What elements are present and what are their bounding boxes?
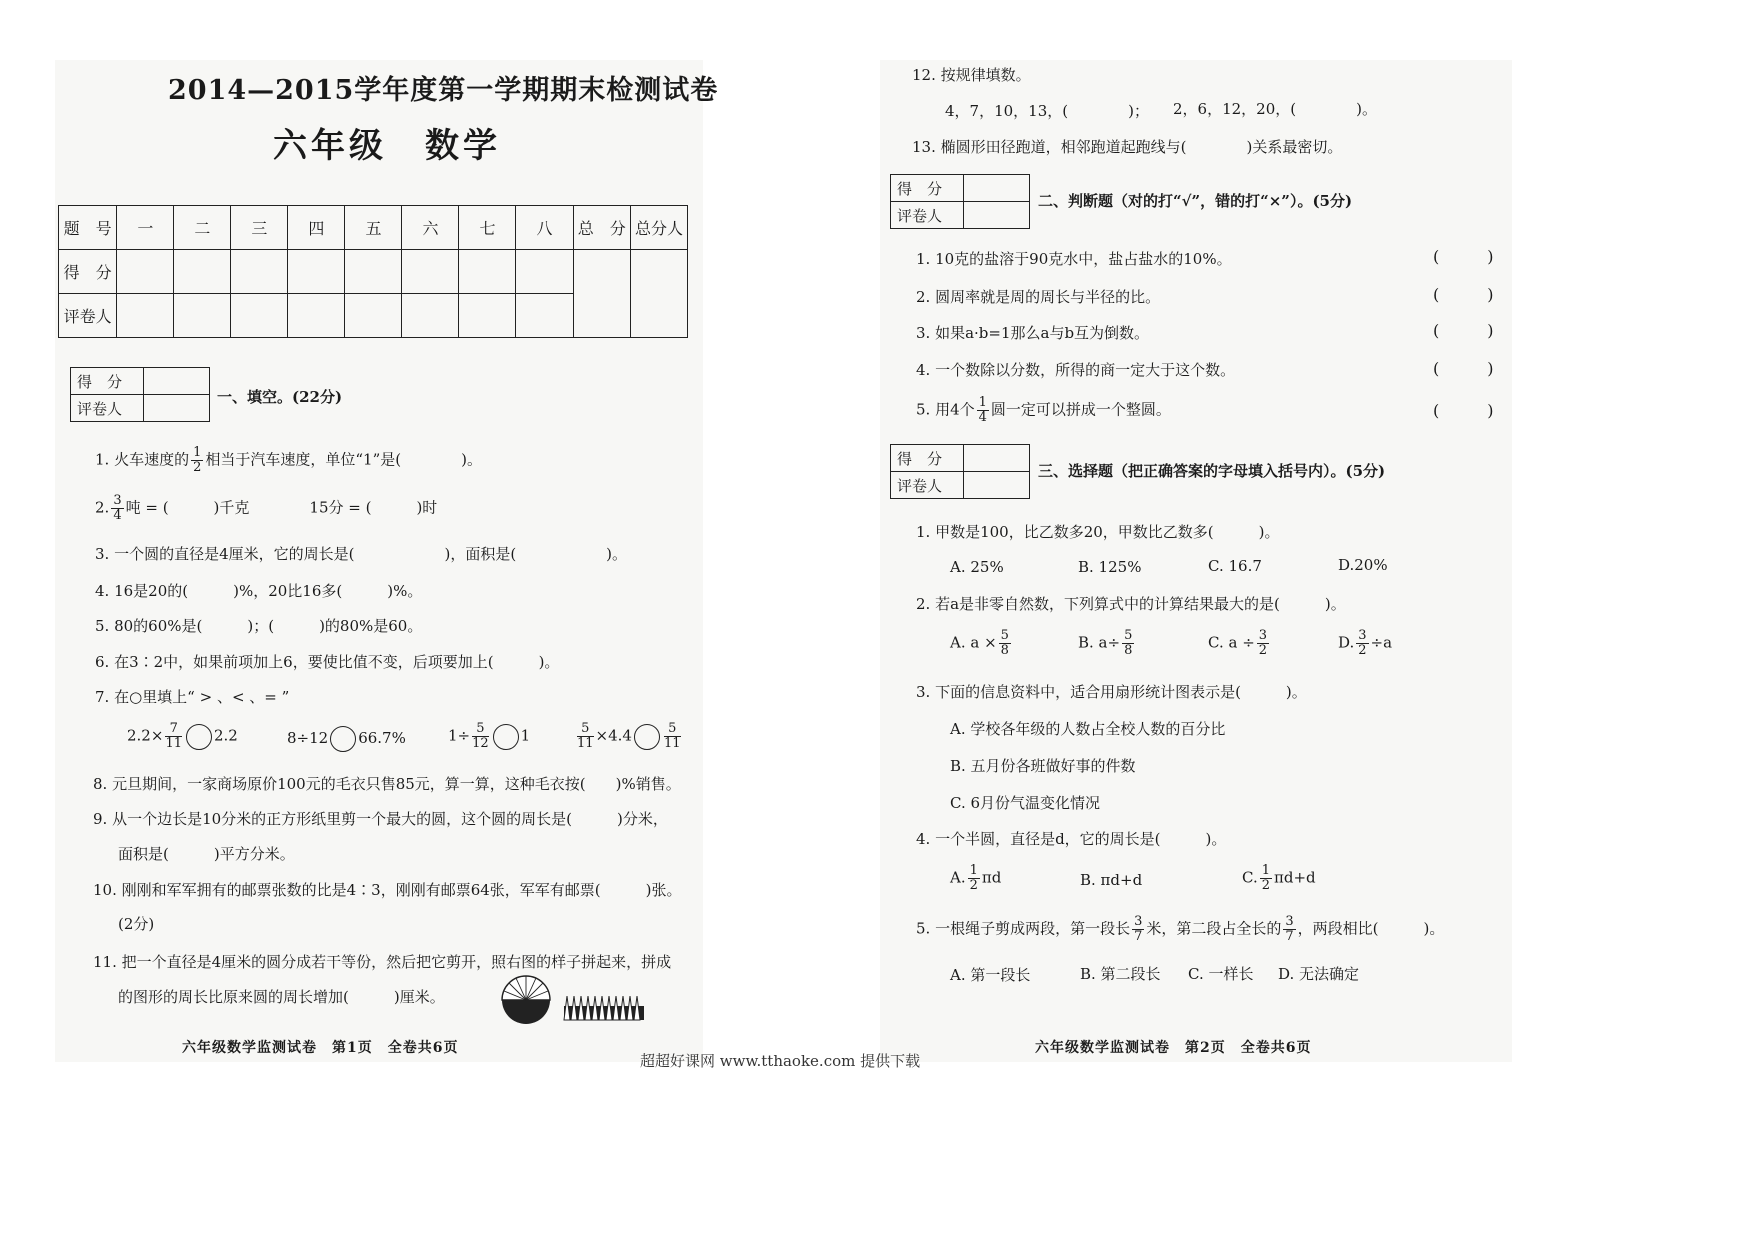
question-9-cont: 面积是( )平方分米。: [118, 845, 295, 863]
mini-grader-cell[interactable]: [144, 395, 210, 422]
judge-item-5: 5. 用4个 $\frac{1}{4}$ 圆一定可以拼成一个整圆。: [916, 395, 1171, 425]
compare-expr-1: 2.2× $\frac{7}{11}$ 2.2: [127, 721, 238, 751]
page-footer: 六年级数学监测试卷 第1页 全卷共6页: [182, 1040, 459, 1056]
judge-item-4: 4. 一个数除以分数，所得的商一定大于这个数。: [916, 361, 1236, 379]
mini-score-cell[interactable]: [964, 175, 1030, 202]
score-total-grader-cell[interactable]: [630, 250, 687, 338]
page-footer: 六年级数学监测试卷 第2页 全卷共6页: [1035, 1040, 1312, 1056]
fraction: $\frac{3}{7}$: [1134, 914, 1143, 944]
compare-expr-2: 8÷12 66.7%: [287, 726, 406, 752]
choice-4-option-c[interactable]: C. $\frac{1}{2}$ πd+d: [1242, 863, 1316, 893]
choice-question-2: 2. 若a是非零自然数，下列算式中的计算结果最大的是( )。: [916, 595, 1346, 613]
question-6: 6. 在3∶2中，如果前项加上6，要使比值不变，后项要加上( )。: [95, 653, 560, 671]
mini-grader-cell[interactable]: [964, 472, 1030, 499]
compare-expr-3: 1÷ $\frac{5}{12}$ 1: [448, 721, 531, 751]
judge-item-2: 2. 圆周率就是周的周长与半径的比。: [916, 288, 1161, 306]
fraction: $\frac{1}{4}$: [978, 395, 987, 425]
fraction: $\frac{1}{2}$: [969, 863, 978, 893]
judge-answer-5[interactable]: ( ): [1433, 401, 1494, 420]
score-table-header: 题 号: [59, 206, 117, 250]
exam-page-2: [880, 60, 1512, 1062]
score-col-3: 三: [231, 206, 288, 250]
choice-2-option-d[interactable]: D. $\frac{3}{2}$ ÷a: [1338, 628, 1393, 658]
choice-3-option-a[interactable]: A. 学校各年级的人数占全校人数的百分比: [950, 720, 1226, 738]
section-2-heading: 二、判断题（对的打“√”，错的打“×”）。(5分): [1038, 192, 1353, 210]
mini-score-label: 得 分: [71, 368, 144, 395]
choice-5-option-b[interactable]: B. 第二段长: [1080, 965, 1161, 983]
choice-5-option-a[interactable]: A. 第一段长: [950, 966, 1031, 984]
choice-2-option-c[interactable]: C. a ÷ $\frac{3}{2}$: [1208, 628, 1268, 658]
question-12: 12. 按规律填数。: [912, 66, 1031, 84]
score-cell[interactable]: [288, 250, 345, 294]
fraction: $\frac{5}{11}$: [577, 721, 594, 751]
judge-answer-2[interactable]: ( ): [1433, 285, 1494, 304]
choice-3-option-b[interactable]: B. 五月份各班做好事的件数: [950, 757, 1136, 775]
question-11-cont: 的图形的周长比原来圆的周长增加( )厘米。: [118, 988, 445, 1006]
mini-grader-label: 评卷人: [891, 202, 964, 229]
grader-cell[interactable]: [174, 294, 231, 338]
fraction: $\frac{5}{11}$: [663, 721, 681, 751]
compare-circle[interactable]: [330, 726, 356, 752]
question-12-seq-a: 4，7，10，13，( )；: [945, 102, 1149, 120]
question-1: 1. 火车速度的 $\frac{1}{2}$ 相当于汽车速度，单位“1”是( )。: [95, 445, 482, 475]
compare-circle[interactable]: [493, 724, 519, 750]
score-col-7: 七: [459, 206, 516, 250]
choice-4-option-b[interactable]: B. πd+d: [1080, 871, 1143, 889]
site-watermark: 超超好课网 www.tthaoke.com 提供下载: [640, 1052, 921, 1070]
question-4: 4. 16是20的( )%，20比16多( )%。: [95, 582, 423, 600]
question-11: 11. 把一个直径是4厘米的圆分成若干等份，然后把它剪开，照右图的样子拼起来，拼成: [93, 953, 672, 971]
fraction: $\frac{3}{7}$: [1285, 914, 1294, 944]
grader-cell[interactable]: [117, 294, 174, 338]
score-cell[interactable]: [174, 250, 231, 294]
question-10: 10. 刚刚和军军拥有的邮票张数的比是4∶3，刚刚有邮票64张，军军有邮票( )张。: [93, 881, 682, 899]
score-col-8: 八: [516, 206, 573, 250]
mini-grader-label: 评卷人: [891, 472, 964, 499]
exam-subtitle: 六年级 数学: [273, 126, 501, 166]
exam-title: 2014—2015学年度第一学期期末检测试卷: [168, 75, 719, 106]
section2-score-box: [890, 174, 1030, 229]
judge-answer-1[interactable]: ( ): [1433, 247, 1494, 266]
rearranged-strip-figure: [563, 990, 645, 1022]
mini-score-cell[interactable]: [144, 368, 210, 395]
choice-question-1: 1. 甲数是100，比乙数多20，甲数比乙数多( )。: [916, 523, 1280, 541]
score-col-5: 五: [345, 206, 402, 250]
choice-3-option-c[interactable]: C. 6月份气温变化情况: [950, 794, 1101, 812]
score-col-6: 六: [402, 206, 459, 250]
fraction: $\frac{1}{2}$: [1261, 863, 1270, 893]
score-col-2: 二: [174, 206, 231, 250]
compare-circle[interactable]: [186, 724, 212, 750]
grader-cell[interactable]: [288, 294, 345, 338]
question-8: 8. 元旦期间，一家商场原价100元的毛衣只售85元，算一算，这种毛衣按( )%销售。: [93, 775, 681, 793]
compare-circle[interactable]: [634, 724, 660, 750]
score-total-cell[interactable]: [573, 250, 630, 338]
mini-grader-cell[interactable]: [964, 202, 1030, 229]
grader-cell[interactable]: [345, 294, 402, 338]
fraction: $\frac{5}{8}$: [1000, 628, 1009, 658]
mini-score-label: 得 分: [891, 175, 964, 202]
score-cell[interactable]: [402, 250, 459, 294]
score-col-1: 一: [117, 206, 174, 250]
question-3: 3. 一个圆的直径是4厘米，它的周长是( )，面积是( )。: [95, 545, 628, 563]
choice-2-option-a[interactable]: A. a × $\frac{5}{8}$: [950, 628, 1009, 658]
fraction: $\frac{3}{2}$: [1358, 628, 1367, 658]
choice-question-4: 4. 一个半圆，直径是d，它的周长是( )。: [916, 830, 1227, 848]
fraction: $\frac{1}{2}$: [193, 445, 202, 475]
section-1-heading: 一、填空。(22分): [217, 388, 343, 406]
mini-score-cell[interactable]: [964, 445, 1030, 472]
grader-cell[interactable]: [459, 294, 516, 338]
question-12-seq-b: 2，6，12，20，( )。: [1173, 100, 1377, 118]
grader-cell[interactable]: [516, 294, 573, 338]
grader-cell[interactable]: [231, 294, 288, 338]
score-cell[interactable]: [117, 250, 174, 294]
question-10-points: (2分): [118, 915, 155, 933]
fraction: $\frac{3}{2}$: [1258, 628, 1268, 658]
question-5: 5. 80的60%是( )；( )的80%是60。: [95, 617, 423, 635]
mini-grader-label: 评卷人: [71, 395, 144, 422]
section1-score-box: [70, 367, 210, 422]
compare-expr-4: $\frac{5}{11}$ ×4.4 $\frac{5}{11}$: [577, 721, 681, 751]
judge-item-1: 1. 10克的盐溶于90克水中，盐占盐水的10%。: [916, 250, 1232, 268]
score-col-total: 总 分: [573, 206, 630, 250]
score-cell[interactable]: [459, 250, 516, 294]
section3-score-box: [890, 444, 1030, 499]
score-row-label: 得 分: [59, 250, 117, 294]
score-cell[interactable]: [516, 250, 573, 294]
score-cell[interactable]: [231, 250, 288, 294]
choice-5-option-d[interactable]: D. 无法确定: [1278, 965, 1360, 983]
mini-score-label: 得 分: [891, 445, 964, 472]
fraction: $\frac{7}{11}$: [165, 721, 182, 751]
choice-4-option-a[interactable]: A. $\frac{1}{2}$ πd: [950, 863, 1002, 893]
score-col-total-grader: 总分人: [630, 206, 687, 250]
judge-item-3: 3. 如果a·b=1那么a与b互为倒数。: [916, 324, 1150, 342]
choice-5-option-c[interactable]: C. 一样长: [1188, 965, 1254, 983]
judge-answer-3[interactable]: ( ): [1433, 321, 1494, 340]
question-2: 2. $\frac{3}{4}$ 吨 = ( )千克 15分 = ( )时: [95, 493, 438, 523]
question-13: 13. 椭圆形田径跑道，相邻跑道起跑线与( )关系最密切。: [912, 138, 1343, 156]
choice-1-option-c[interactable]: C. 16.7: [1208, 557, 1262, 575]
grader-row-label: 评卷人: [59, 294, 117, 338]
circle-sectors-figure: [499, 974, 553, 1024]
question-9: 9. 从一个边长是10分米的正方形纸里剪一个最大的圆，这个圆的周长是( )分米，: [93, 810, 668, 828]
score-cell[interactable]: [345, 250, 402, 294]
grader-cell[interactable]: [402, 294, 459, 338]
section-3-heading: 三、选择题（把正确答案的字母填入括号内）。(5分): [1038, 462, 1386, 480]
choice-1-option-b[interactable]: B. 125%: [1078, 558, 1142, 576]
fraction: $\frac{3}{4}$: [113, 493, 122, 523]
choice-1-option-d[interactable]: D.20%: [1338, 556, 1388, 574]
question-7: 7. 在○里填上“ > 、< 、= ”: [95, 688, 290, 706]
choice-1-option-a[interactable]: A. 25%: [950, 558, 1004, 576]
choice-question-5: 5. 一根绳子剪成两段，第一段长 $\frac{3}{7}$ 米，第二段占全长的 $\frac{3}{7}$ ，两段相比( )。: [916, 914, 1445, 944]
score-col-4: 四: [288, 206, 345, 250]
judge-answer-4[interactable]: ( ): [1433, 359, 1494, 378]
exam-page-1: [55, 60, 719, 1062]
choice-question-3: 3. 下面的信息资料中，适合用扇形统计图表示是( )。: [916, 683, 1307, 701]
fraction: $\frac{5}{12}$: [472, 721, 489, 751]
fraction: $\frac{5}{8}$: [1124, 628, 1133, 658]
score-table: [58, 205, 688, 338]
choice-2-option-b[interactable]: B. a÷ $\frac{5}{8}$: [1078, 628, 1133, 658]
